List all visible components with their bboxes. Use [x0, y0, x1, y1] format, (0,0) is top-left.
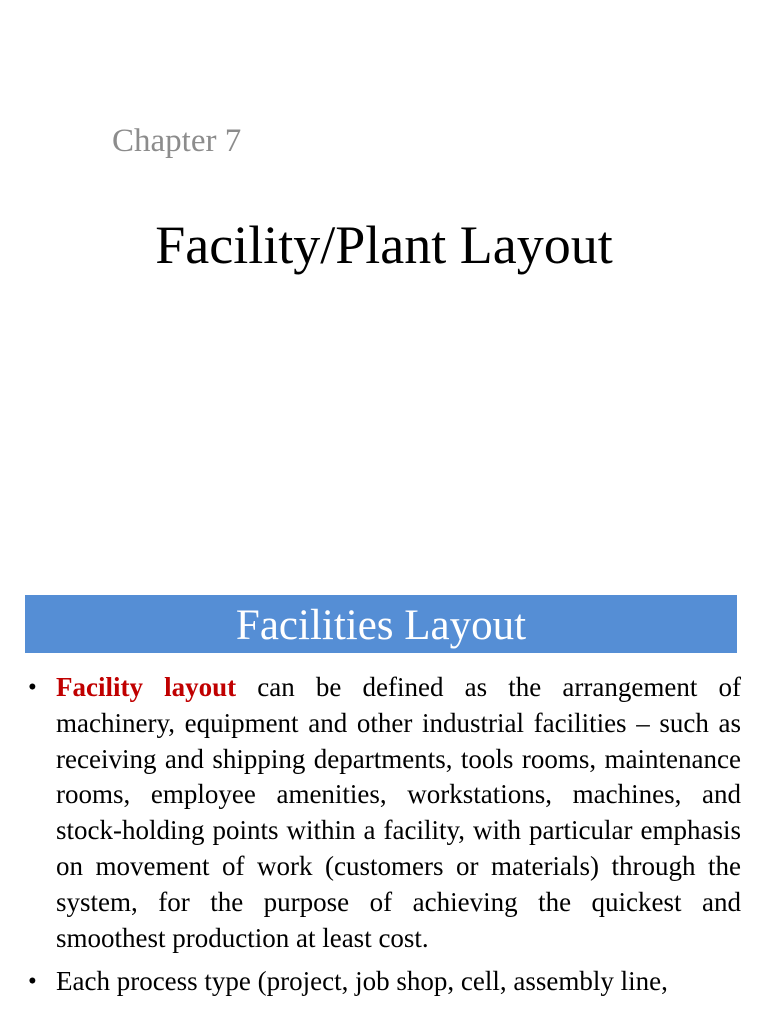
- bullet-body: Each process type (project, job shop, cell, assembly line,: [56, 966, 668, 997]
- bullet-body: can be defined as the arrangement of machinery, equipment and other industrial facilities – such as receiving and shipping departments, tools rooms, maintenance rooms, employee amenities, workstations, machines, and stock-holding points within a facility, with particular emphasis on movement of work (customers or materials) through the system, for the purpose of achieving the quickest and smoothest production at least cost.: [56, 672, 741, 953]
- slide-title-banner: [25, 595, 737, 653]
- bullet-item: [0, 670, 768, 956]
- key-term: Facility layout: [56, 672, 237, 702]
- chapter-label: Chapter 7: [112, 123, 242, 159]
- bullet-paragraph: [56, 670, 741, 956]
- bullet-icon: •: [28, 968, 37, 996]
- bullet-list: [0, 670, 768, 1008]
- slide-title: Facilities Layout: [235, 602, 527, 649]
- presentation-title: Facility/Plant Layout: [155, 215, 613, 275]
- bullet-item: [0, 964, 768, 1000]
- bullet-paragraph: [56, 964, 741, 1000]
- bullet-icon: •: [28, 674, 37, 701]
